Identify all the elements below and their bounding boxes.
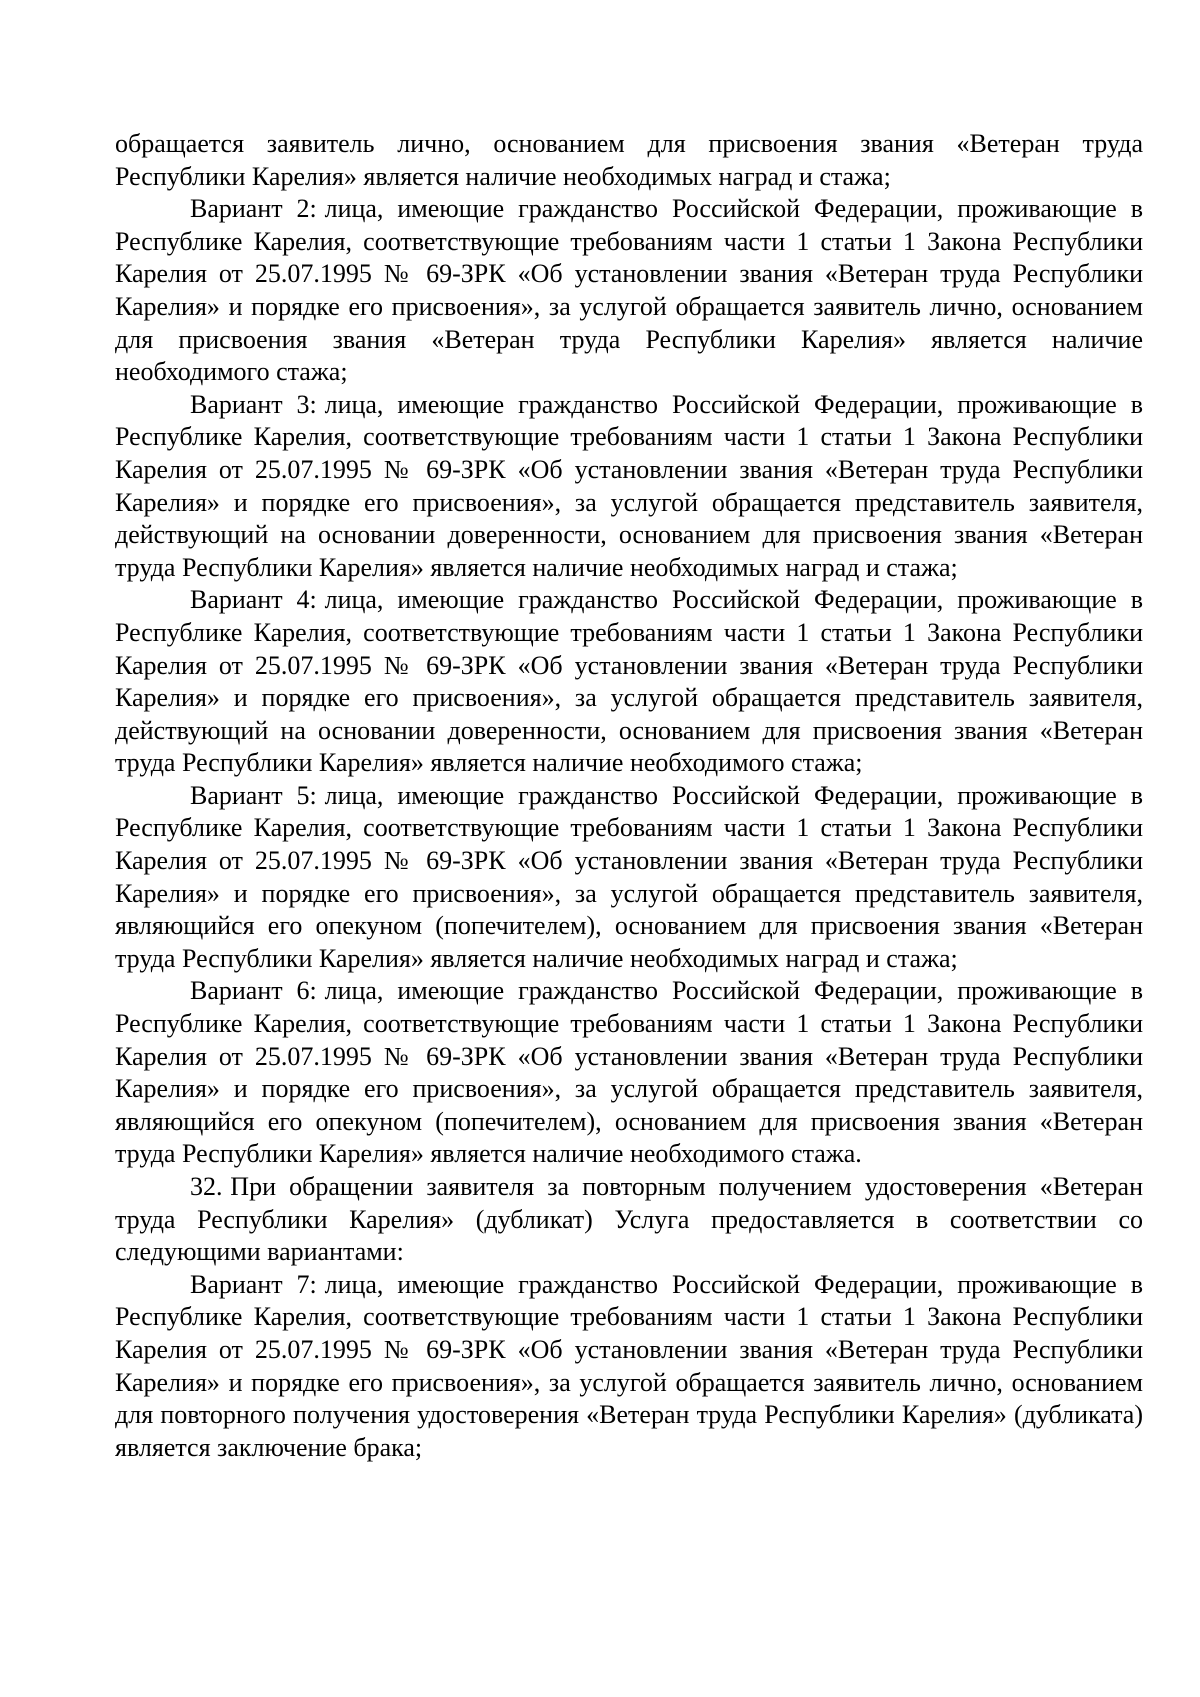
paragraph-variant-4 bbox=[115, 584, 1143, 780]
paragraph-variant-3 bbox=[115, 389, 1143, 585]
variant-label: Вариант 2: bbox=[190, 194, 317, 224]
paragraph-text: обращается заявитель лично, основанием для присвоения звания «Ветеран труда Республики Карелия» является наличие необходимых наград и стажа; bbox=[115, 129, 1143, 191]
paragraph-variant-6 bbox=[115, 975, 1143, 1171]
variant-label: Вариант 6: bbox=[190, 976, 317, 1006]
paragraph-text: лица, имеющие гражданство Российской Федерации, проживающие в Республике Карелия, соответствующие требованиям части 1 статьи 1 Закона Республики Карелия от 25.07.1995 № 69-ЗРК «Об установлении звания «Ветеран труда Республики Карелия» и порядке его присвоения», за услугой обращается заявитель лично, основанием для повторного получения удостоверения «Ветеран труда Республики Карелия» (дубликата) является заключение брака; bbox=[115, 1269, 1144, 1462]
paragraph-text: лица, имеющие гражданство Российской Федерации, проживающие в Республике Карелия, соответствующие требованиям части 1 статьи 1 Закона Республики Карелия от 25.07.1995 № 69-ЗРК «Об установлении звания «Ветеран труда Республики Карелия» и порядке его присвоения», за услугой обращается заявитель лично, основанием для присвоения звания «Ветеран труда Республики Карелия» является наличие необходимого стажа; bbox=[115, 194, 1144, 387]
paragraph-text: лица, имеющие гражданство Российской Федерации, проживающие в Республике Карелия, соответствующие требованиям части 1 статьи 1 Закона Республики Карелия от 25.07.1995 № 69-ЗРК «Об установлении звания «Ветеран труда Республики Карелия» и порядке его присвоения», за услугой обращается представитель заявителя, действующий на основании доверенности, основанием для присвоения звания «Ветеран труда Республики Карелия» является наличие необходимых наград и стажа; bbox=[115, 389, 1144, 582]
paragraph-variant-5 bbox=[115, 780, 1143, 976]
paragraph-text: лица, имеющие гражданство Российской Федерации, проживающие в Республике Карелия, соответствующие требованиям части 1 статьи 1 Закона Республики Карелия от 25.07.1995 № 69-ЗРК «Об установлении звания «Ветеран труда Республики Карелия» и порядке его присвоения», за услугой обращается представитель заявителя, являющийся его опекуном (попечителем), основанием для присвоения звания «Ветеран труда Республики Карелия» является наличие необходимых наград и стажа; bbox=[115, 780, 1144, 973]
paragraph-continuation bbox=[115, 128, 1143, 193]
variant-label: Вариант 5: bbox=[190, 780, 317, 810]
paragraph-text: лица, имеющие гражданство Российской Федерации, проживающие в Республике Карелия, соответствующие требованиям части 1 статьи 1 Закона Республики Карелия от 25.07.1995 № 69-ЗРК «Об установлении звания «Ветеран труда Республики Карелия» и порядке его присвоения», за услугой обращается представитель заявителя, являющийся его опекуном (попечителем), основанием для присвоения звания «Ветеран труда Республики Карелия» является наличие необходимого стажа. bbox=[115, 976, 1144, 1169]
paragraph-variant-2 bbox=[115, 193, 1143, 389]
variant-label: Вариант 7: bbox=[190, 1269, 317, 1299]
paragraph-variant-7 bbox=[115, 1269, 1143, 1465]
document-page bbox=[115, 128, 1143, 1464]
paragraph-text: лица, имеющие гражданство Российской Федерации, проживающие в Республике Карелия, соответствующие требованиям части 1 статьи 1 Закона Республики Карелия от 25.07.1995 № 69-ЗРК «Об установлении звания «Ветеран труда Республики Карелия» и порядке его присвоения», за услугой обращается представитель заявителя, действующий на основании доверенности, основанием для присвоения звания «Ветеран труда Республики Карелия» является наличие необходимого стажа; bbox=[115, 585, 1144, 778]
paragraph-clause-32 bbox=[115, 1171, 1143, 1269]
variant-label: Вариант 3: bbox=[190, 389, 317, 419]
paragraph-text: При обращении заявителя за повторным получением удостоверения «Ветеран труда Республики Карелия» (дубликат) Услуга предоставляется в соответствии со следующими вариантами: bbox=[115, 1172, 1143, 1267]
clause-number: 32. bbox=[190, 1172, 223, 1201]
variant-label: Вариант 4: bbox=[190, 585, 317, 615]
